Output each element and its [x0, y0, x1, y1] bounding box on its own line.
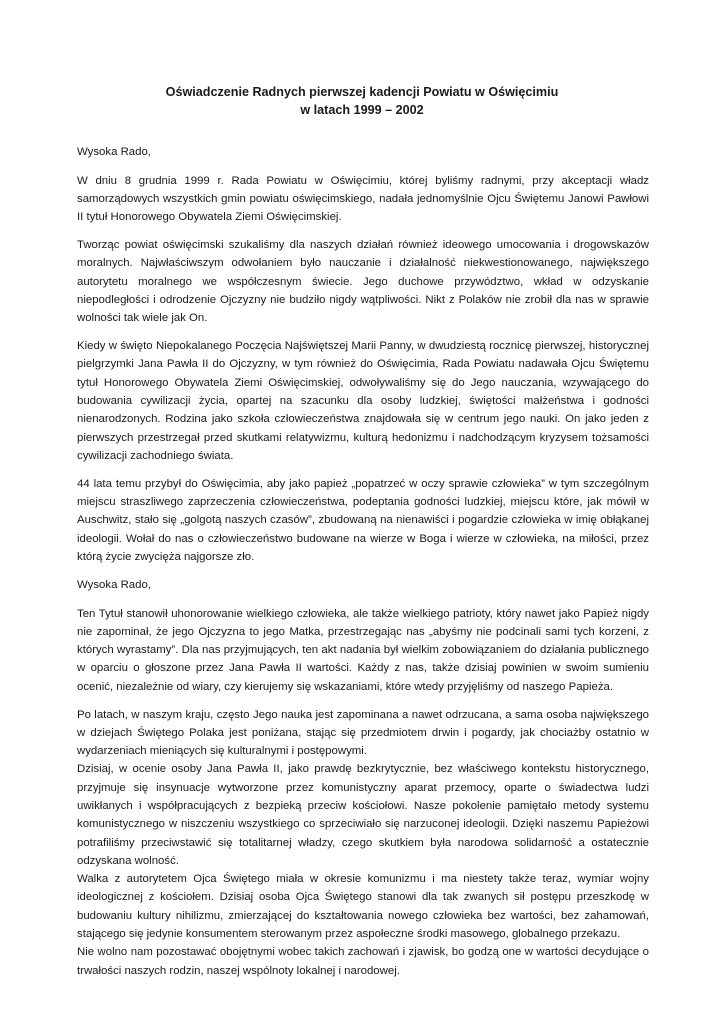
paragraph: Nie wolno nam pozostawać obojętnymi wobec takich zachowań i zjawisk, bo godzą one w wartości decydujące o trwałości naszych rodzin, naszej wspólnoty lokalnej i narodowej.: [77, 946, 649, 977]
paragraph: Tworząc powiat oświęcimski szukaliśmy dla naszych działań również ideowego umocowania i drogowskazów moralnych. Najwłaściwszym odwołaniem było nauczanie i działalność niekwestionowanego, największego autorytetu moralnego we współczesnym świecie. Jego duchowe przywództwo, wkład w odzyskanie niepodległości i odrodzenie Ojczyzny nie budziło nigdy wątpliwości. Nikt z Polaków nie zrobił dla nas w sprawie wolności tak wiele jak On.: [77, 239, 649, 325]
salutation: Wysoka Rado,: [77, 578, 151, 591]
document-body: [77, 143, 649, 980]
paragraph: 44 lata temu przybył do Oświęcimia, aby jako papież „popatrzeć w oczy sprawie człowieka” w tym szczególnym miejscu straszliwego zaprzeczenia człowieczeństwa, podeptania godności ludzkiej, miejscu które, jak mówił w Auschwitz, stało się „golgotą naszych czasów”, zbudowaną na nienawiści i pogardzie człowieka w imię obłąkanej ideologii. Wołał do nas o człowieczeństwo budowane na wierze w Boga i wierze w człowieka, na miłości, przez którą życie zwycięża najgorsze zło.: [77, 477, 649, 563]
paragraph: Po latach, w naszym kraju, często Jego nauka jest zapominana a nawet odrzucana, a sama osoba największego w dziejach Świętego Polaka jest poniżana, stając się przedmiotem drwin i pogardy, jak chociażby ostatnio w wydarzeniach mieniących się kulturalnymi i postępowymi.: [77, 708, 649, 758]
paragraph: Dzisiaj, w ocenie osoby Jana Pawła II, jako prawdę bezkrytycznie, bez właściwego kontekstu historycznego, przyjmuje się insynuacje wytworzone przez komunistyczny aparat przemocy, oparte o świadectwa ludzi uwikłanych i współpracujących z bezpieką przeciw kościołowi. Nasze pokolenie pamiętało metody systemu komunistycznego w niszczeniu wszystkiego co sprzeciwiało się narzuconej ideologii. Dzięki naszemu Papieżowi potrafiliśmy przeciwstawić się totalitarnej władzy, czego skutkiem była narodowa solidarność a ostatecznie odzyskana wolność.: [77, 763, 649, 867]
paragraph: W dniu 8 grudnia 1999 r. Rada Powiatu w Oświęcimiu, której byliśmy radnymi, przy akceptacji władz samorządowych wszystkich gmin powiatu oświęcimskiego, nadała jednomyślnie Ojcu Świętemu Janowi Pawłowi II tytuł Honorowego Obywatela Ziemi Oświęcimskiej.: [77, 174, 649, 224]
paragraph: Ten Tytuł stanowił uhonorowanie wielkiego człowieka, ale także wielkiego patrioty, który nawet jako Papież nigdy nie zapominał, że jego Ojczyzna to jego Matka, przestrzegając nas „abyśmy nie podcinali sami tych korzeni, z których wyrastamy”. Dla nas przyjmujących, ten akt nadania był wielkim zobowiązaniem do działania publicznego w oparciu o głoszone przez Jana Pawła II wartości. Każdy z nas, także dzisiaj powinien w swoim sumieniu ocenić, niezależnie od wiary, czy kierujemy się wskazaniami, które wtedy przyjęliśmy od naszego Papieża.: [77, 607, 649, 693]
paragraph: Walka z autorytetem Ojca Świętego miała w okresie komunizmu i ma niestety także teraz, wymiar wojny ideologicznej z kościołem. Dzisiaj osoba Ojca Świętego stanowi dla tak zwanych sił postępu przeszkodę w budowaniu kultury nihilizmu, zmierzającej do kształtowania nowego człowieka bez wartości, bez zahamowań, stającego się jedynie konsumentem sterowanym przez aspołeczne środki masowego, globalnego przekazu.: [77, 873, 649, 941]
salutation: Wysoka Rado,: [77, 146, 151, 158]
paragraph: Kiedy w święto Niepokalanego Poczęcia Najświętszej Marii Panny, w dwudziestą rocznicę pierwszej, historycznej pielgrzymki Jana Pawła II do Ojczyzny, w tym również do Oświęcimia, Rada Powiatu nadawała Ojcu Świętemu tytuł Honorowego Obywatela Ziemi Oświęcimskiej, odwoływaliśmy się do Jego nauczania, wzywającego do budowania cywilizacji życia, opartej na szacunku dla osoby ludzkiej, świętości małżeństwa i godności nienarodzonych. Rodzina jako szkoła człowieczeństwa znajdowała się w centrum jego nauki. On jako jeden z pierwszych przestrzegał przed skutkami relatywizmu, kulturą hedonizmu i nadchodzącym kryzysem tożsamości cywilizacji zachodniego świata.: [77, 340, 649, 462]
document-title-line-1: Oświadczenie Radnych pierwszej kadencji Powiatu w Oświęcimiu: [165, 85, 559, 99]
document-title-line-2: w latach 1999 – 2002: [300, 103, 424, 117]
